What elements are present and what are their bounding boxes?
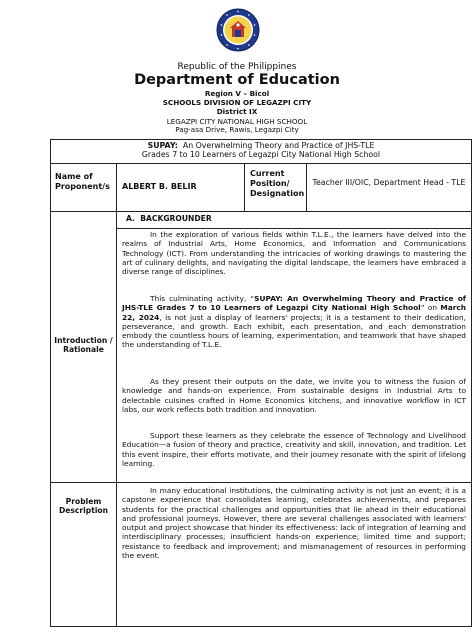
- proponent-name: ALBERT B. BELIR: [122, 182, 197, 191]
- intro-paragraph-3: As they present their outputs on the date, we invite you to witness the fusion of knowledge and hands-on experience. From sustainable designs in Industrial Arts to delectable cuisines crafted in Home Economics kitchens, and innovative workflow in ICT labs, our work reflects both tradition and innovation.: [122, 377, 466, 414]
- proponent-label: Name of Proponent/s: [55, 172, 110, 191]
- title-prefix: SUPAY:: [147, 141, 178, 150]
- section-letter: A.: [126, 214, 135, 223]
- republic-line: Republic of the Philippines: [177, 62, 297, 72]
- intro-rationale-label: Introduction / Rationale: [54, 336, 113, 355]
- event-date: March 22, 2024: [122, 303, 467, 322]
- deped-seal-icon: [216, 8, 260, 52]
- position-value: Teacher III/OIC, Department Head - TLE: [312, 178, 466, 187]
- proposal-table: [50, 139, 472, 627]
- backgrounder-heading: [126, 215, 426, 224]
- title-line-2: Grades 7 to 10 Learners of Legazpi City National High School: [141, 150, 381, 160]
- address-line: Pag-asa Drive, Rawis, Legazpi City: [175, 125, 299, 134]
- division-line: SCHOOLS DIVISION OF LEGAZPI CITY: [162, 98, 312, 107]
- problem-description-label: Problem Description: [58, 497, 109, 516]
- title-line-1: An Overwhelming Theory and Practice of JHS-TLE: [177, 141, 375, 150]
- intro-paragraph-4: Support these learners as they celebrate the essence of Technology and Livelihood Education—a fusion of theory and practice, creativity and skill, innovation, and tradition. Let this event inspire, their efforts motivate, and their journey resonate with the spirit of lifelong learning.: [122, 431, 466, 468]
- intro-paragraph-2: This culminating activity, “SUPAY: An Overwhelming Theory and Practice of JHS-TLE Grades 7 to 10 Learners of Legazpi City National High School” on March 22, 2024, is not just a display of learners' projects; it is a testament to their dedication, perseverance, and growth. Each exhibit, each presentation, and each demonstration embody the countless hours of learning, experimentation, and teamwork that have shaped the understanding of T.L.E.: [122, 294, 467, 350]
- school-line: LEGAZPI CITY NATIONAL HIGH SCHOOL: [166, 116, 308, 126]
- department-title: Department of Education: [134, 72, 340, 88]
- activity-title-bold: SUPAY: An Overwhelming Theory and Practice of JHS-TLE Grades 7 to 10 Learners of Legazpi City National High School: [122, 294, 466, 313]
- problem-paragraph: In many educational institutions, the culminating activity is not just an event; it is a capstone experience that consolidates learning, celebrates achievements, and prepares students for the practical challenges and opportunities that lie ahead in their educational and professional journeys. However, there are several challenges associated with learners' output and project showcase that hinder its effectiveness: lack of integration of learning and interdisciplinary processes; insufficient hands-on experience; limited time and support; resistance to feedback and improvement; and mismanagement of resources in performing the event.: [122, 486, 466, 561]
- position-label: Current Position/ Designation: [250, 169, 305, 198]
- section-title: BACKGROUNDER: [140, 214, 212, 223]
- intro-paragraph-1: In the exploration of various fields within T.L.E., the learners have delved into the realms of Industrial Arts, Home Economics, and Information and Communications Technology (ICT). From understanding the intricacies of working drawings to mastering the art of culinary delights, and navigating the digital landscape, the learners have embraced a diverse range of disciplines.: [122, 230, 466, 277]
- proposal-title: [50, 139, 472, 163]
- region-line: Region V – Bicol: [204, 89, 270, 98]
- district-line: District IX: [216, 107, 258, 116]
